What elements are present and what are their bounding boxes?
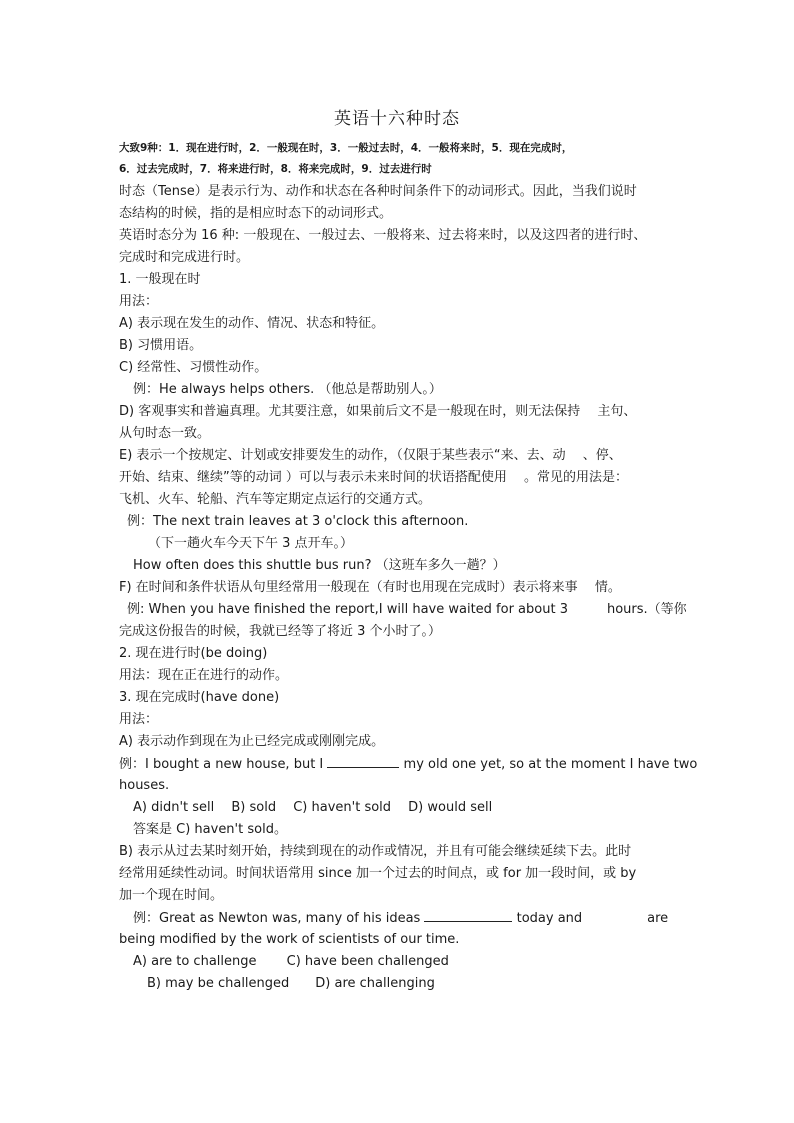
choice-line: A) are to challenge C) have been challenged: [133, 954, 449, 969]
text-line: 大致9种：1．现在进行时，2．一般现在时，3．一般过去时，4．一般将来时，5．现在完成时，: [119, 142, 573, 154]
exercise-line: [133, 909, 668, 928]
text-line: 从句时态一致。: [119, 426, 211, 441]
exercise-text: my old one yet, so at the moment I have two: [403, 757, 698, 772]
answer-blank: [327, 755, 399, 768]
text-line: being modified by the work of scientists of our time.: [119, 932, 460, 947]
section-heading: 3. 现在完成时(have done): [119, 690, 280, 705]
text-line: 时态（Tense）是表示行为、动作和状态在各种时间条件下的动词形式。因此，当我们说时: [119, 184, 637, 199]
exercise-text: today and are: [516, 911, 669, 926]
exercise-line: [119, 755, 697, 774]
text-line: 英语时态分为 16 种: 一般现在、一般过去、一般将来、过去将来时，以及这四者的进行时、: [119, 228, 647, 243]
example-line: （下一趟火车今天下午 3 点开车。）: [148, 536, 354, 551]
text-line: 用法：现在正在进行的动作。: [119, 668, 289, 683]
page-title: 英语十六种时态: [334, 109, 460, 129]
example-line: How often does this shuttle bus run? （这班车多久一趟？）: [133, 558, 506, 573]
choice-line: B) may be challenged D) are challenging: [147, 976, 435, 991]
text-line: 完成时和完成进行时。: [119, 250, 250, 265]
text-line: F) 在时间和条件状语从句里经常用一般现在（有时也用现在完成时）表示将来事 情。: [119, 580, 621, 595]
text-line: 用法：: [119, 294, 159, 309]
text-line: 6．过去完成时，7．将来进行时，8．将来完成时，9．过去进行时: [119, 163, 432, 175]
text-line: B) 表示从过去某时刻开始，持续到现在的动作或情况，并且有可能会继续延续下去。此时: [119, 844, 632, 859]
text-line: houses.: [119, 778, 170, 793]
section-heading: 1. 一般现在时: [119, 272, 201, 287]
choice-line: A) didn't sell B) sold C) haven't sold D) would sell: [133, 800, 493, 815]
answer-blank: [424, 909, 512, 922]
text-line: 用法：: [119, 712, 159, 727]
text-line: 经常用延续性动词。时间状语常用 since 加一个过去的时间点，或 for 加一段时间，或 by: [119, 866, 637, 881]
text-line: A) 表示现在发生的动作、情况、状态和特征。: [119, 316, 385, 331]
exercise-text: 例：Great as Newton was, many of his ideas: [133, 911, 421, 926]
text-line: D) 客观事实和普遍真理。尤其要注意，如果前后文不是一般现在时，则无法保持 主句、: [119, 404, 637, 419]
exercise-text: 例：I bought a new house, but I: [119, 757, 324, 772]
text-line: 开始、结束、继续”等的动词 ）可以与表示未来时间的状语搭配使用 。常见的用法是：: [119, 470, 629, 485]
text-line: 飞机、火车、轮船、汽车等定期定点运行的交通方式。: [119, 492, 432, 507]
text-line: 态结构的时候，指的是相应时态下的动词形式。: [119, 206, 393, 221]
text-line: C) 经常性、习惯性动作。: [119, 360, 268, 375]
text-line: B) 习惯用语。: [119, 338, 203, 353]
example-line: 例: When you have finished the report,I will have waited for about 3 hours.（等你: [127, 602, 687, 617]
text-line: 加一个现在时间。: [119, 888, 224, 903]
text-line: 完成这份报告的时候，我就已经等了将近 3 个小时了。）: [119, 624, 442, 639]
section-heading: 2. 现在进行时(be doing): [119, 646, 268, 661]
text-line: A) 表示动作到现在为止已经完成或刚刚完成。: [119, 734, 385, 749]
answer-line: 答案是 C) haven't sold。: [133, 822, 287, 837]
text-line: E) 表示一个按规定、计划或安排要发生的动作，（仅限于某些表示“来、去、动 、停、: [119, 448, 622, 463]
example-line: 例：The next train leaves at 3 o'clock this afternoon.: [127, 514, 469, 529]
example-line: 例：He always helps others. （他总是帮助别人。）: [133, 382, 442, 397]
